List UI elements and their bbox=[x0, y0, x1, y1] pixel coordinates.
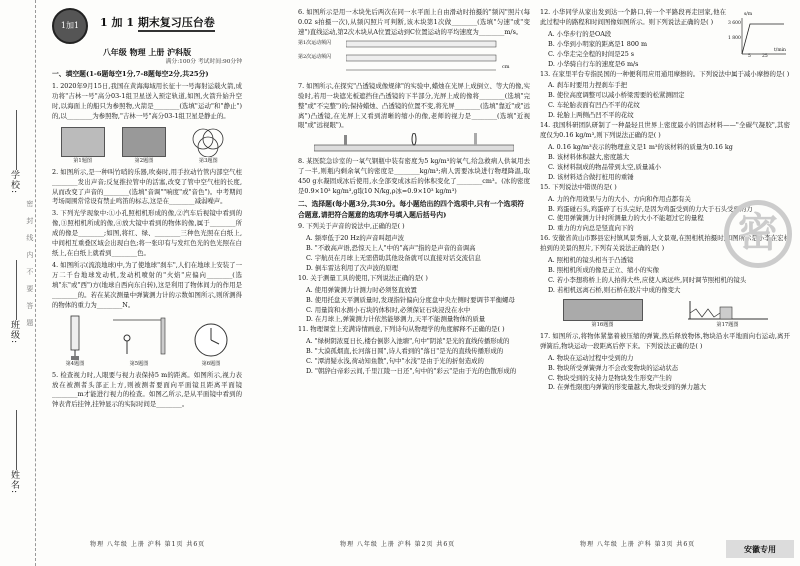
footer-page-2: 物理 八年级 上册 沪科 第2页 共6页 bbox=[340, 541, 456, 548]
question-9-option-a: A. 频率低于20 Hz的声音叫超声波 bbox=[306, 234, 405, 243]
figure-1 bbox=[61, 127, 105, 165]
page-3 bbox=[540, 8, 790, 528]
question-15-option-c: C. 使用弹簧测力计时所测量力的大小不能超过它的量程 bbox=[548, 214, 704, 223]
question-11: 11. 物理课堂上充满诗情画意,下列诗句从物理学的角度解释不正确的是( ) bbox=[298, 325, 505, 334]
figure-2 bbox=[122, 127, 166, 165]
page-2 bbox=[298, 8, 530, 528]
clock-diagram bbox=[191, 320, 231, 360]
question-5: 5. 检查视力时,人眼要与视力表保持5 m的距离。如图所示,视力表放在被测者头部正上方,则被测者要面向平面镜且距离平面镜________m才能进行视力的检查。如图乙所示,是从平面镜中看到的钟表背后挂钟,挂钟显示的实际时间是________。 bbox=[52, 370, 242, 409]
color-light-diagram bbox=[183, 125, 233, 157]
question-14-option-a: A. 0.16 kg/m³表示的物理意义是1 m³的该材料的质量为0.16 kg bbox=[548, 142, 733, 151]
figure-5 bbox=[109, 314, 169, 368]
question-9-option-d: D. 倒车雷达利用了次声波的原理 bbox=[306, 263, 399, 272]
question-10-option-c: C. 用量筒和水测小石块的体积时,必须保证石块浸没在水中 bbox=[306, 305, 471, 314]
binding-strip bbox=[0, 0, 36, 566]
question-3: 3. 下列光学现象中:①小孔照相机形成的像,②汽车后视镜中看到的像,③照相机所成的像,④放大镜中看到的物体的像,属于________所成的像是________;如图,将红、绿、________三种色光照在白纸上,中间相互重叠区域会出现白色;将一张印有与发红色光的色光照在白纸上,在白纸上就看到________色。 bbox=[52, 209, 242, 258]
graph-y-tick-2: 1 800 bbox=[728, 36, 741, 41]
figure-3-caption: 第3题图 bbox=[198, 157, 218, 164]
question-14-option-d: D. 该材料适合做打桩用的重锤 bbox=[548, 172, 634, 181]
figure-4 bbox=[63, 314, 87, 368]
question-17-option-d: D. 在弹性限度内弹簧的形变量越大,物块受到的弹力越大 bbox=[548, 383, 706, 392]
name-line bbox=[16, 410, 17, 470]
question-14: 14. 我国科研团队研制了一种最轻且世界上密度最小的固态材料——"全碳气凝胶",其密度仅为0.16 kg/m³,则下列说法正确的是( ) bbox=[540, 121, 790, 140]
question-16-option-d: D. 若相机远离石桥,则石桥在胶片中成的像变大 bbox=[548, 285, 681, 294]
question-11-option-a: A. "绿树阴浓夏日长,楼台倒影入池塘",句中"阴浓"是光的直线传播形成的 bbox=[306, 337, 510, 346]
question-1: 1. 2020年9月15日,我国在黄海海域用长征十一号海射运载火箭,成功将"吉林一号"高分03-1组卫星送入预定轨道,如图,火箭升始升空时,以海面上的船只为参照物,火箭是________(选填"运动"和"静止")的,以________为参照物,"吉林一号"高分03-1组卫星是静止的。 bbox=[52, 81, 242, 120]
question-10-option-a: A. 使用弹簧测力计测力时必须竖直放置 bbox=[306, 285, 417, 294]
question-13: 13. 在家里平台专指民国的一种便利用应用通用摩擦的。下列说法中属于减小摩擦的是( ) bbox=[540, 69, 790, 78]
section-choice: 二、选择题(每小题3分,共30分。每小题给出的四个选项中,只有一个选项符合题意,请把符合题意的选项序号填入题后括号内) bbox=[298, 200, 525, 219]
figure-17-caption: 第17题图 bbox=[716, 321, 739, 328]
exam-meta: 满分:100分 考试时间:90分钟 bbox=[165, 59, 242, 66]
exam-title bbox=[100, 14, 215, 31]
graph-y-label: s/m bbox=[744, 12, 753, 17]
question-15-option-d: D. 重力的方向总是竖直向下的 bbox=[548, 224, 634, 233]
figure-row-2 bbox=[52, 314, 242, 368]
eye-test-diagram bbox=[109, 314, 169, 360]
st-graph bbox=[728, 14, 790, 60]
question-17-option-b: B. 物块所受弹簧弹力不会改变物块的运动状态 bbox=[548, 363, 679, 372]
seal-stamp-mark: 密 bbox=[724, 200, 792, 268]
question-10-option-d: D. 在月球上,弹簧测力计依然能够测力,天平不能测量物体的质量 bbox=[306, 315, 486, 324]
question-16-option-c: C. 若小李想将桥上的人拍得大些,应使人离远些,同时调节照相机的镜头 bbox=[548, 275, 747, 284]
question-11-option-c: C. "潭清疑水浅,荷动知鱼散",句中"水浅"是由于光的折射造成的 bbox=[306, 357, 484, 366]
question-7: 7. 如图所示,在探究"凸透镜成像规律"的实验中,蜡烛在光屏上成倒立、等大的像,实验时,若用一块遮光板遮挡住凸透镜的下半部分,光屏上成的像将________(选填"完整"或"不完整")的;保持蜡烛、凸透镜的位置不变,将光屏________(选填"靠近"或"远离")凸透镜,在光屏上又看到清晰的缩小的像,老师的视力是________(选填"近视眼"或"远视眼")。 bbox=[298, 81, 530, 130]
question-9-option-b: B. "不敢高声语,恐惊天上人"中的"高声"指的是声音的音调高 bbox=[306, 243, 476, 252]
strip-2-label: 第2次运动频闪 bbox=[298, 53, 332, 60]
footer-page-3: 物理 八年级 上册 沪科 第3页 共6页 bbox=[580, 541, 696, 548]
figure-1-caption: 第1题图 bbox=[73, 157, 93, 164]
rocket-photo bbox=[61, 127, 105, 157]
spring-block-diagram bbox=[688, 299, 768, 321]
graph-y-tick-1: 3 600 bbox=[728, 21, 741, 26]
question-12-option-d: D. 小华骑自行车的速度是6 m/s bbox=[548, 59, 639, 68]
figure-row-1 bbox=[52, 125, 242, 165]
question-15: 15. 下列说法中错误的是( ) bbox=[540, 182, 617, 191]
question-15-option-b: B. 鸡蛋碰石头,鸡蛋碎了石头完好,是因为鸡蛋受到的力大于石头受到的力 bbox=[548, 204, 753, 213]
question-13-option-c: C. 车轮胎表面有凹凸不平的花纹 bbox=[548, 101, 640, 110]
title-text: 期末复习压台卷 bbox=[138, 16, 215, 32]
question-16-option-b: B. 照相机所成的像是正立、缩小的实像 bbox=[548, 266, 660, 275]
bamboo-whistle-photo bbox=[122, 127, 166, 157]
question-13-option-d: D. 轮胎上两侧凸凹不平的花纹 bbox=[548, 111, 634, 120]
graph-x-label: t/min bbox=[774, 48, 786, 53]
school-label: 学校: bbox=[8, 170, 19, 195]
question-14-option-b: B. 该材料体积越大,密度越大 bbox=[548, 152, 630, 161]
figure-6-caption: 第6题图 bbox=[201, 360, 221, 367]
question-12-block bbox=[540, 8, 790, 70]
class-line bbox=[16, 260, 17, 320]
question-14-option-c: C. 该材料制成的物品带到太空,质量减小 bbox=[548, 162, 662, 171]
figure-row-3 bbox=[540, 299, 790, 329]
footer-page-1: 物理 八年级 上册 沪科 第1页 共6页 bbox=[90, 541, 206, 548]
question-12: 12. 小华同学从家出发到达一个路口,转一个平路段再走回家,他在此过程中的路程和时间图像如图所示。则下列说法正确的是( ) bbox=[540, 8, 726, 26]
question-11-option-d: D. "朝辞白帝彩云间,千里江陵一日还",句中的"彩云"是由于光的色散形成的 bbox=[306, 367, 517, 376]
question-2: 2. 如图所示,是一种叫竹哨的乐器,吹奏时,用手拉动竹管内部空气柱________发出声音;反复推拉管中的活塞,改变了管中空气柱的长度,从而改变了声音的________(选填"音调""响度"或"音色")。中考期间考场周围常常设有禁止鸣笛的标志,这是在________减弱噪声。 bbox=[52, 167, 242, 206]
question-13-option-b: B. 使位高度调整可以减小桥梁需要的松紧测固定 bbox=[548, 91, 685, 100]
brand-name: 1 加 1 bbox=[100, 16, 134, 29]
question-17-option-c: C. 物块受到的支持力是物块发生形变产生的 bbox=[548, 373, 672, 382]
figure-17 bbox=[688, 299, 768, 329]
school-line bbox=[16, 110, 17, 170]
question-12-option-a: A. 小华步行的是OA段 bbox=[548, 29, 612, 38]
page-1 bbox=[52, 8, 242, 528]
question-12-option-b: B. 小华到小明家的距离是1 800 m bbox=[548, 39, 648, 48]
strip-1-label: 第1次运动频闪 bbox=[298, 39, 332, 46]
subtitle: 八年级 物理 上册 沪科版 bbox=[102, 47, 192, 57]
figure-16 bbox=[563, 299, 643, 329]
figure-16-caption: 第16题图 bbox=[591, 321, 614, 328]
flash-photo-figure bbox=[298, 40, 530, 80]
question-16: 16. 安徽省黄山市黟县宏村镇风景秀丽,人文景观,在照相机拍摄时,如图所示是小李在宏村拍到的美景的照片,下列有关说法正确的是( ) bbox=[540, 234, 790, 253]
question-6: 6. 如图所示是用一木块先后两次在同一水平面上自由滑动时拍摄的"频闪"照片(每0.02 s拍摄一次),从频闪照片可判断,该木块第1次做________(选填"匀速"或"变速")直线运动,第2次木块从A位置运动到C位置运动的平均速度为________m/s。 bbox=[298, 8, 530, 36]
figure-5-caption: 第5题图 bbox=[129, 360, 149, 367]
question-10-option-b: B. 使用托盘天平测质量时,发现指针偏向分度盘中央左侧时要调节平衡螺母 bbox=[306, 295, 515, 304]
spring-scale-diagram bbox=[63, 314, 87, 360]
section-fill-blank: 一、填空题(1-6题每空1分,7-8题每空2分,共25分) bbox=[52, 70, 209, 79]
question-17-option-a: A. 物块在运动过程中受到的力 bbox=[548, 353, 634, 362]
question-16-option-a: A. 照相机的镜头相当于凸透镜 bbox=[548, 256, 634, 265]
seal-notice: 密封线内不要答题 bbox=[25, 200, 34, 336]
figure-4-caption: 第4题图 bbox=[65, 360, 85, 367]
question-10: 10. 关于测量工具的使用,下列说法正确的是( ) bbox=[298, 273, 428, 282]
optical-bench-figure bbox=[314, 133, 514, 155]
name-label: 姓名: bbox=[8, 470, 19, 495]
brand-logo: 1加1 bbox=[52, 8, 88, 44]
figure-2-caption: 第2题图 bbox=[134, 157, 154, 164]
graph-x-tick-1: 5 bbox=[748, 54, 751, 59]
figure-6 bbox=[191, 320, 231, 368]
question-12-option-c: C. 小华走完全程的时间是25 s bbox=[548, 49, 635, 58]
header bbox=[52, 8, 242, 42]
ruler-unit: cm bbox=[502, 63, 510, 70]
flash-strips bbox=[346, 40, 506, 78]
question-13-option-a: A. 刹车时要用力捏刹车手把 bbox=[548, 81, 627, 90]
question-17: 17. 如图所示,将物体紧靠着被压缩的弹簧,然后释放物体,物块沿水平地面向右运动,离开弹簧后,物块运动一段距离后停下来。下列说法正确的是( ) bbox=[540, 331, 790, 350]
question-11-option-b: B. "大漠孤烟直,长河落日圆",诗人看到的"落日"是光的直线传播形成的 bbox=[306, 347, 504, 356]
question-9: 9. 下列关于声音的说法中,正确的是( ) bbox=[298, 222, 405, 231]
question-4: 4. 如图所示(流浪地球)中,为了使地球"刹车",人们在地球上安装了一万二千台地球发动机,发动机喷射的"火焰"应偏向________(选填"东"或"西")方(地球自西向东自转),这是利用了物体间力的作用是________的。若在某次测量中弹簧测力计的示数如图所示,则所测得的物体的重力为________N。 bbox=[52, 260, 242, 309]
region-badge: 安徽专用 bbox=[726, 540, 794, 558]
question-9-option-c: C. 宇航员在月球上无需借助其他设备就可以直接对话交流信息 bbox=[306, 253, 481, 262]
figure-3 bbox=[183, 125, 233, 165]
question-8: 8. 某医院急诊室的一氧气钢瓶中装有密度为5 kg/m³的氧气,给急救病人供氧用去了一半,则瓶内剩余氧气的密度是________kg/m³;病人需要冰块进行物理降温,取450 g水凝固成冰后使用,水全部变成冰后的体积变化了________cm³。(冰的密度是0.9×10³ kg/m³,g取10 N/kg,ρ冰=0.9×10³ kg/m³) bbox=[298, 157, 530, 196]
village-photo bbox=[563, 299, 643, 321]
graph-x-tick-2: 25 bbox=[762, 54, 768, 59]
question-15-option-a: A. 力的作用效果与力的大小、方向和作用点都有关 bbox=[548, 194, 691, 203]
class-label: 班级: bbox=[8, 320, 19, 345]
